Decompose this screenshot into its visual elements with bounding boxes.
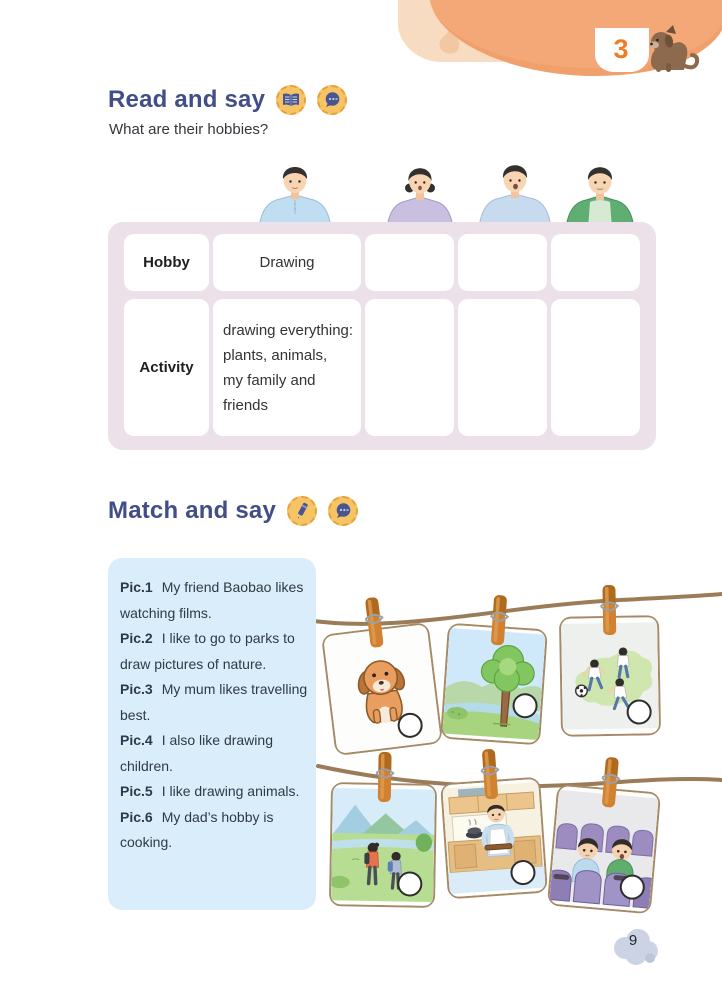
speech-bubble-icon xyxy=(328,496,358,526)
table-cell-hobby-header: Hobby xyxy=(124,234,209,291)
sentence-pic-4: Pic.4 I also like drawing children. xyxy=(120,732,273,774)
table-cell-hobby-blank-3[interactable] xyxy=(551,234,640,291)
question-text: What are their hobbies? xyxy=(109,121,269,138)
header-decoration xyxy=(380,0,722,92)
photo-card-cooking[interactable] xyxy=(440,777,548,900)
photo-card-travelling[interactable] xyxy=(329,782,437,908)
clothespin-icon xyxy=(595,583,622,637)
table-cell-hobby-blank-2[interactable] xyxy=(458,234,547,291)
student-1 xyxy=(259,167,331,228)
book-icon xyxy=(276,85,306,115)
page-number: 9 xyxy=(628,932,638,949)
students-row xyxy=(240,148,640,228)
clothespin-icon xyxy=(595,754,626,810)
sentence-pic-2: Pic.2 I like to go to parks to draw pictures of nature. xyxy=(120,630,295,672)
page-number-cloud xyxy=(610,928,662,968)
student-3 xyxy=(479,165,551,228)
sentence-pic-5: Pic.5 I like drawing animals. xyxy=(120,783,300,799)
instructions-box xyxy=(108,558,316,910)
clothespin-icon xyxy=(484,592,514,648)
table-cell-activity-blank-2[interactable] xyxy=(458,299,547,436)
sentence-pic-1: Pic.1 My friend Baobao likes watching films. xyxy=(120,579,304,621)
table-cell-activity-value: drawing everything: plants, animals, my family and friends xyxy=(213,299,361,436)
sentence-pic-6: Pic.6 My dad’s hobby is cooking. xyxy=(120,808,274,850)
photo-card-puppy[interactable] xyxy=(321,622,443,756)
read-and-say-title: Read and say xyxy=(108,86,266,113)
photo-card-park-nature[interactable] xyxy=(440,623,548,746)
student-2 xyxy=(387,168,453,228)
sentence-pic-3: Pic.3 My mum likes travelling best. xyxy=(120,681,308,723)
table-cell-activity-blank-3[interactable] xyxy=(551,299,640,436)
table-cell-hobby-blank-1[interactable] xyxy=(365,234,454,291)
pencil-icon xyxy=(287,496,317,526)
read-and-say-header xyxy=(108,85,347,115)
photo-card-football[interactable] xyxy=(559,615,661,737)
clothespin-icon xyxy=(475,746,505,802)
table-cell-hobby-value: Drawing xyxy=(213,234,361,291)
speech-bubble-icon xyxy=(317,85,347,115)
student-4 xyxy=(566,167,634,228)
table-cell-activity-header: Activity xyxy=(124,299,209,436)
photo-card-cinema[interactable] xyxy=(547,784,661,915)
table-cell-activity-blank-1[interactable] xyxy=(365,299,454,436)
clothespin-icon xyxy=(358,594,390,651)
hobby-table xyxy=(108,222,656,450)
unit-number-badge: 3 xyxy=(613,34,629,64)
match-and-say-header xyxy=(108,496,358,526)
match-and-say-title: Match and say xyxy=(108,497,276,524)
clothespin-icon xyxy=(371,750,398,804)
